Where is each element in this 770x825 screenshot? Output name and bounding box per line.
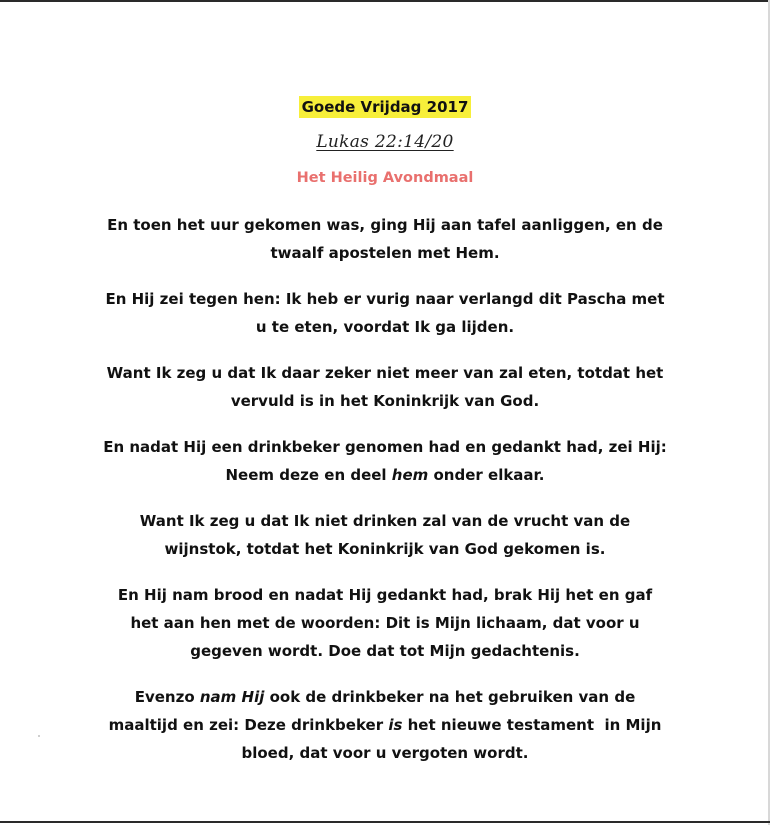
verse-line-part: maaltijd en zei: Deze drinkbeker [108,716,389,734]
verse-line: En Hij zei tegen hen: Ik heb er vurig naar verlangd dit Pascha met [105,290,665,308]
verse-line: Want Ik zeg u dat Ik niet drinken zal van de vrucht van de [139,512,631,530]
verse-paragraph [0,581,770,665]
verse-line: twaalf apostelen met Hem. [270,244,500,262]
verse-italic-word: nam Hij [199,688,265,706]
verse-line: En nadat Hij een drinkbeker genomen had en gedankt had, zei Hij: [103,438,667,456]
verse-line: bloed, dat voor u vergoten wordt. [241,744,529,762]
document-title: Goede Vrijdag 2017 [299,96,472,118]
document-page [0,96,770,767]
verse-paragraph [0,359,770,415]
verse-line-part: onder elkaar. [428,466,545,484]
document-subtitle: Het Heilig Avondmaal [296,170,474,186]
verse-paragraph [0,285,770,341]
verse-line: het aan hen met de woorden: Dit is Mijn lichaam, dat voor u [130,614,640,632]
scan-bottom-border [0,821,770,823]
verse-italic-word: hem [391,466,429,484]
verse-line: En Hij nam brood en nadat Hij gedankt had, brak Hij het en gaf [117,586,653,604]
verse-paragraph [0,507,770,563]
verse-italic-word: is [388,716,403,734]
verse-list [0,211,770,767]
verse-line-part: het nieuwe testament in Mijn [402,716,662,734]
scan-top-border [0,0,770,2]
verse-paragraph [0,211,770,267]
verse-line-part: Neem deze en deel [225,466,392,484]
verse-line: wijnstok, totdat het Koninkrijk van God gekomen is. [164,540,606,558]
bible-reference: Lukas 22:14/20 [316,132,454,152]
verse-paragraph [0,683,770,767]
verse-line: gegeven wordt. Doe dat tot Mijn gedachtenis. [190,642,580,660]
title-row [0,96,770,122]
verse-line: vervuld is in het Koninkrijk van God. [230,392,540,410]
verse-line-part: Evenzo [134,688,200,706]
verse-line: Want Ik zeg u dat Ik daar zeker niet meer van zal eten, totdat het [106,364,664,382]
verse-line: En toen het uur gekomen was, ging Hij aan tafel aanliggen, en de [107,216,663,234]
verse-line-part: ook de drinkbeker na het gebruiken van de [264,688,636,706]
verse-paragraph [0,433,770,489]
verse-line: u te eten, voordat Ik ga lijden. [255,318,515,336]
